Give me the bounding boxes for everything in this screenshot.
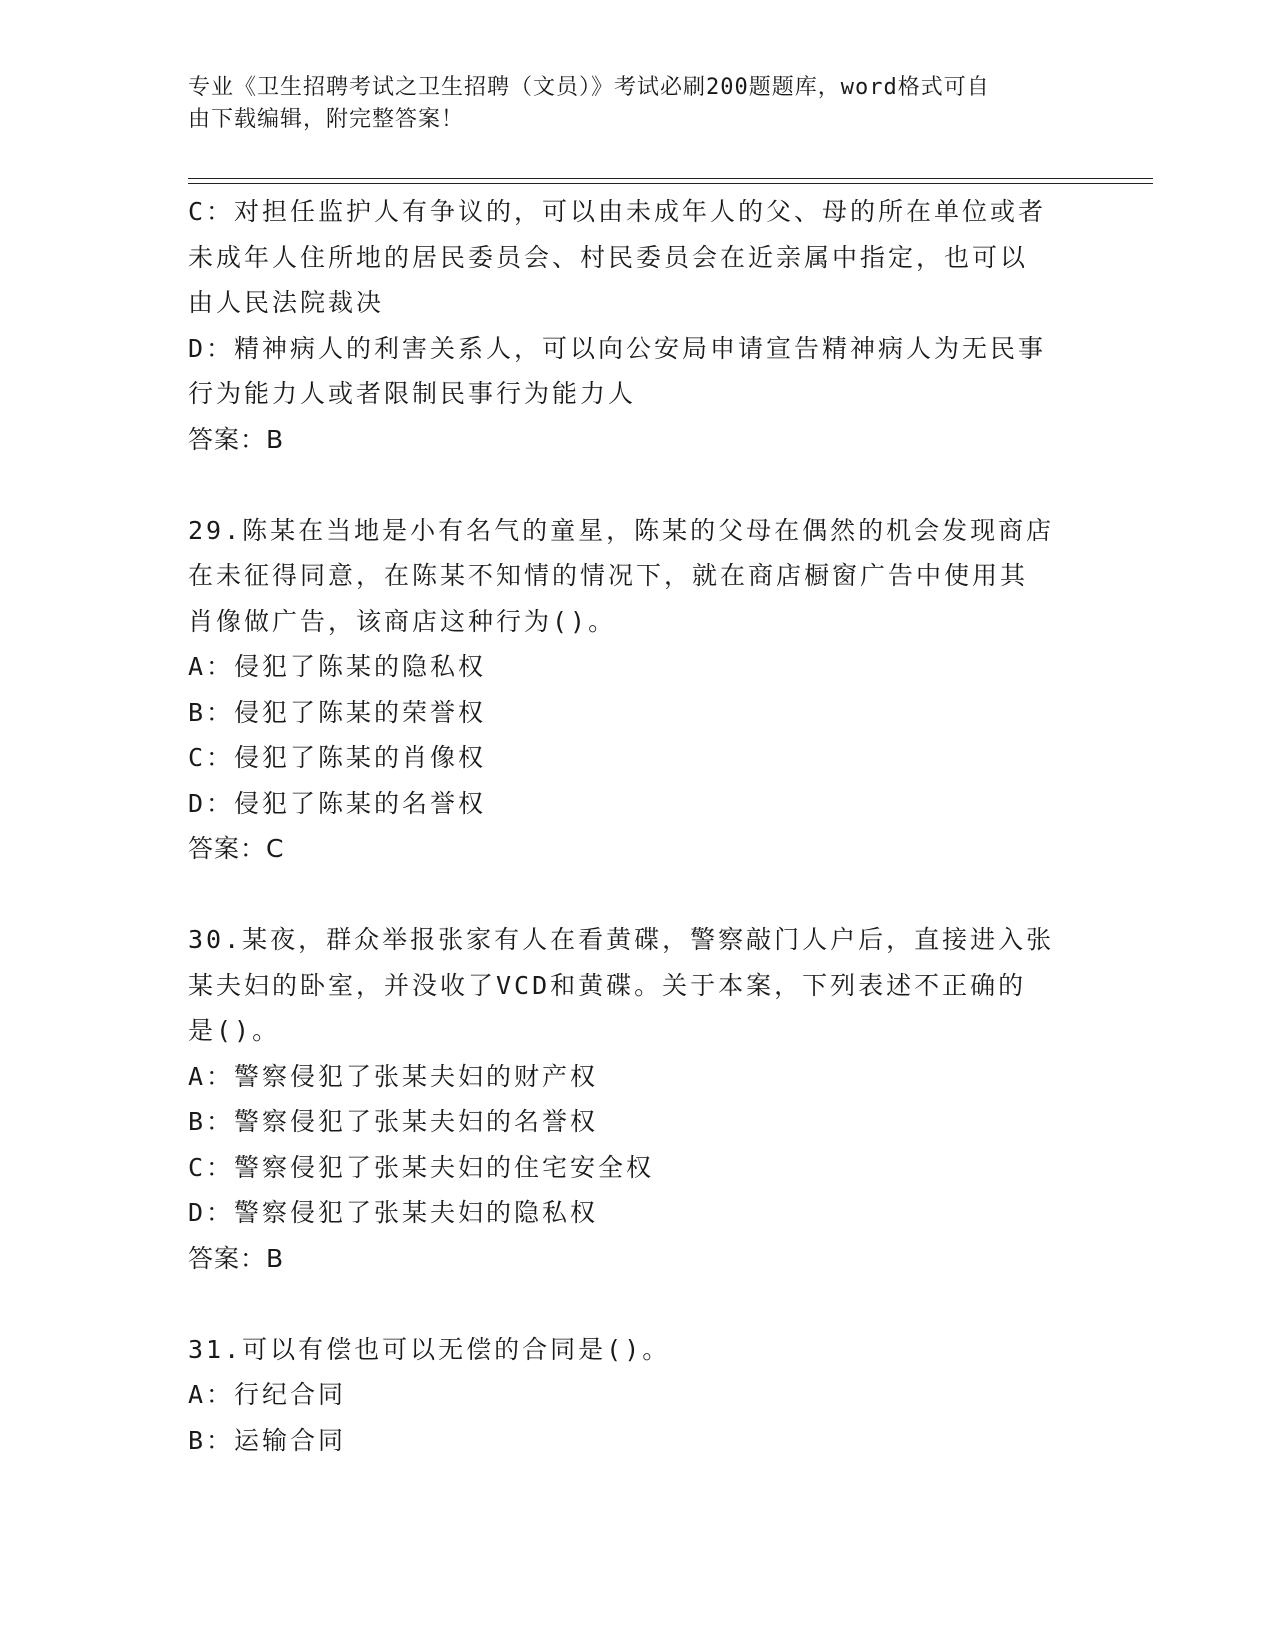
- option-c-line-1: C：对担任监护人有争议的，可以由未成年人的父、母的所在单位或者: [188, 197, 1047, 226]
- question-stem-line: 在未征得同意，在陈某不知情的情况下，就在商店橱窗广告中使用其: [188, 561, 1029, 590]
- question-stem-line: 29.陈某在当地是小有名气的童星，陈某的父母在偶然的机会发现商店: [188, 515, 1055, 545]
- answer-30: 答案：B: [188, 1243, 285, 1273]
- question-stem-line: 某夫妇的卧室，并没收了VCD和黄碟。关于本案，下列表述不正确的: [188, 970, 1027, 1000]
- header-divider-top: [188, 178, 1153, 179]
- option-d-line-1: D：精神病人的利害关系人，可以向公安局申请宣告精神病人为无民事: [188, 333, 1047, 363]
- option-d: D：侵犯了陈某的名誉权: [188, 788, 487, 818]
- option-c-line-2: 未成年人住所地的居民委员会、村民委员会在近亲属中指定，也可以: [188, 242, 1029, 272]
- spacer: [188, 1281, 1068, 1327]
- question-30: [188, 917, 1068, 1281]
- option-d-line-2: 行为能力人或者限制民事行为能力人: [188, 379, 637, 408]
- header-title-line-2: 由下载编辑，附完整答案！: [188, 107, 465, 132]
- option-b: B：侵犯了陈某的荣誉权: [188, 697, 487, 727]
- answer-29: 答案：C: [188, 834, 285, 863]
- question-stem-line: 30.某夜，群众举报张家有人在看黄碟，警察敲门人户后，直接进入张: [188, 925, 1055, 954]
- document-header: [188, 72, 1068, 136]
- question-28-tail: [188, 189, 1068, 462]
- option-d: D：警察侵犯了张某夫妇的隐私权: [188, 1198, 599, 1227]
- header-divider-bottom: [188, 183, 1153, 184]
- option-c: C：警察侵犯了张某夫妇的住宅安全权: [188, 1152, 655, 1182]
- question-stem-line: 肖像做广告，该商店这种行为()。: [188, 606, 617, 636]
- option-b: B：运输合同: [188, 1425, 347, 1455]
- option-a: A：侵犯了陈某的隐私权: [188, 652, 487, 681]
- question-31: [188, 1327, 1068, 1464]
- option-a: A：警察侵犯了张某夫妇的财产权: [188, 1061, 599, 1091]
- spacer: [188, 872, 1068, 918]
- option-a: A：行纪合同: [188, 1380, 347, 1409]
- question-stem-line: 31.可以有偿也可以无偿的合同是()。: [188, 1334, 671, 1364]
- question-stem-line: 是()。: [188, 1016, 281, 1045]
- header-title-line-1: 专业《卫生招聘考试之卫生招聘（文员）》考试必刷200题题库，word格式可自: [188, 75, 990, 100]
- question-content: [188, 189, 1068, 1463]
- question-29: [188, 508, 1068, 872]
- spacer: [188, 462, 1068, 508]
- option-c-line-3: 由人民法院裁决: [188, 288, 385, 317]
- option-c: C：侵犯了陈某的肖像权: [188, 743, 487, 772]
- answer-28: 答案：B: [188, 424, 285, 454]
- option-b: B：警察侵犯了张某夫妇的名誉权: [188, 1107, 599, 1136]
